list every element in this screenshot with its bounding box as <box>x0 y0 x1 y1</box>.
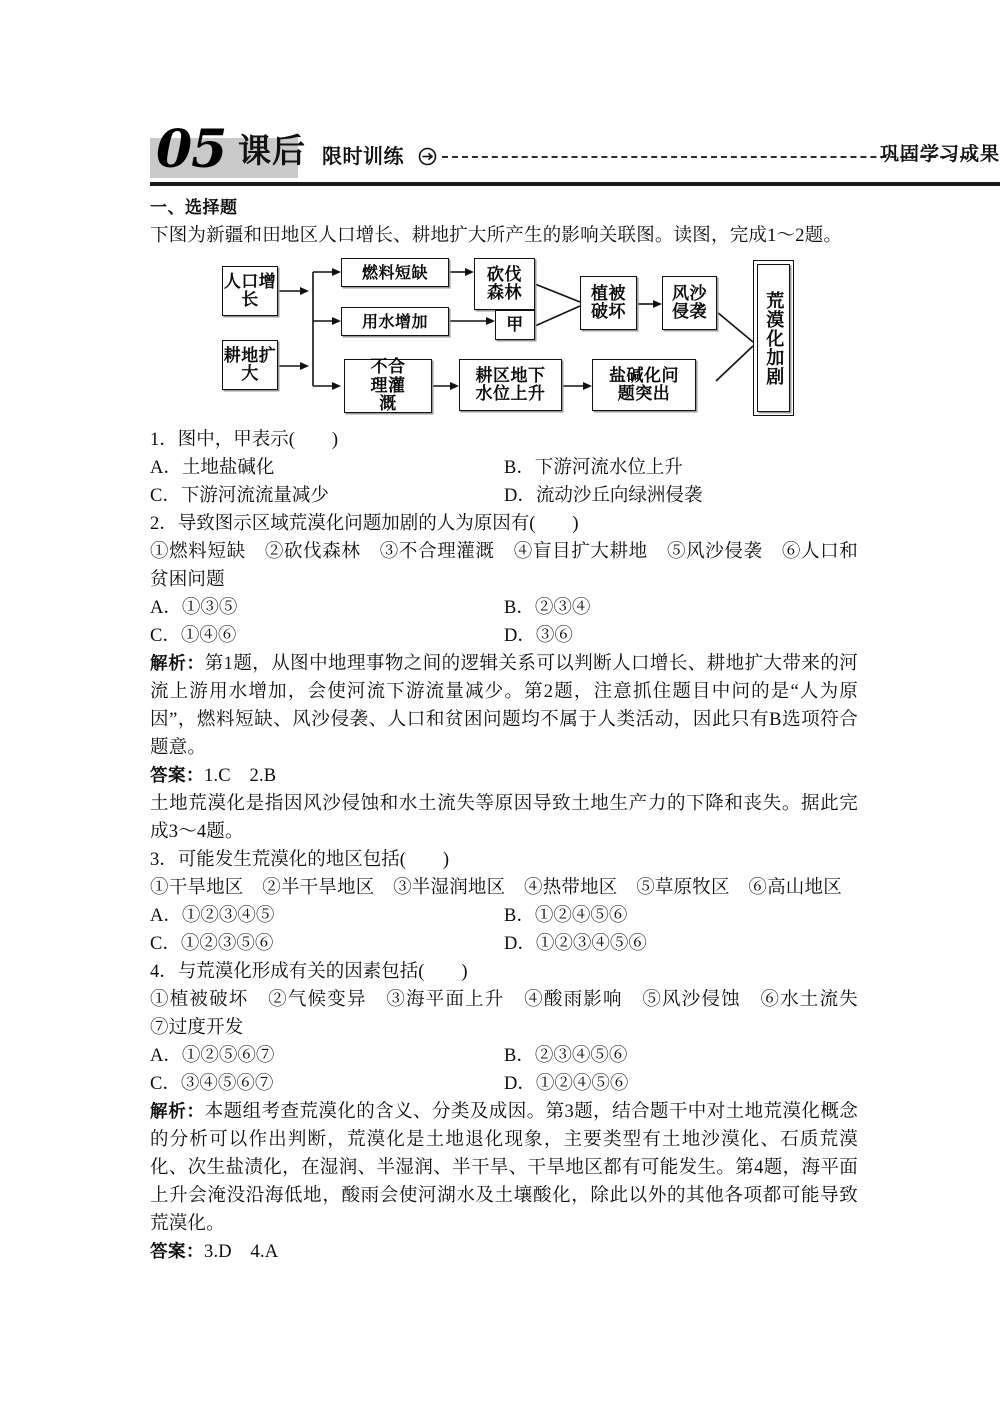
question-4-option-c[interactable]: C．③④⑤⑥⑦ <box>150 1074 274 1094</box>
question-2-option-d[interactable]: D．③⑥ <box>504 626 573 646</box>
box-label: 植被破坏 <box>590 283 626 322</box>
header-underline <box>150 182 1000 186</box>
question-2-options-row-1 <box>150 594 858 622</box>
header-right-label: 巩固学习成果 <box>879 143 1000 165</box>
question-1-option-a[interactable]: A．土地盐碱化 <box>150 458 275 478</box>
question-3-options-row-1 <box>150 902 858 930</box>
diagram-box-unreasonable-irrigation <box>344 359 432 413</box>
box-label: 耕地扩大 <box>223 345 277 384</box>
header-subtitle: 限时训练 <box>322 144 404 168</box>
analysis-1 <box>150 650 858 762</box>
question-3-option-a[interactable]: A．①②③④⑤ <box>150 906 275 926</box>
section-intro: 下图为新疆和田地区人口增长、耕地扩大所产生的影响关联图。读图，完成1～2题。 <box>150 226 843 246</box>
diagram-box-vegetation-destruction <box>580 276 637 330</box>
question-3-option-b[interactable]: B．①②④⑤⑥ <box>504 906 628 926</box>
section-intro-2: 土地荒漠化是指因风沙侵蚀和水土流失等原因导致土地生产力的下降和丧失。据此完成3～4题。 <box>150 794 858 842</box>
answer-1-label: 答案： <box>150 766 204 786</box>
box-label: 不合理灌溉 <box>370 357 406 415</box>
box-label: 盐碱化问题突出 <box>609 365 679 404</box>
question-3-options-row-2 <box>150 930 858 958</box>
header-title: 课后 <box>238 131 306 170</box>
question-1-options-row-2 <box>150 482 858 510</box>
analysis-2 <box>150 1098 858 1238</box>
box-label: 砍伐森林 <box>486 264 522 303</box>
question-2-stem: 2．导致图示区域荒漠化问题加剧的人为原因有( ) <box>150 514 579 534</box>
question-1-options-row-1 <box>150 454 858 482</box>
question-4-items: ①植被破坏 ②气候变异 ③海平面上升 ④酸雨影响 ⑤风沙侵蚀 ⑥水土流失 ⑦过度开发 <box>150 990 877 1038</box>
question-4-options-row-2 <box>150 1070 858 1098</box>
answer-2 <box>150 1238 858 1266</box>
diagram-box-water-use-increase <box>341 307 449 336</box>
question-1-option-b[interactable]: B．下游河流水位上升 <box>504 458 683 478</box>
question-3-option-c[interactable]: C．①②③⑤⑥ <box>150 934 274 954</box>
diagram-box-deforestation <box>474 258 535 310</box>
box-label: 用水增加 <box>361 311 428 331</box>
question-4-option-a[interactable]: A．①②⑤⑥⑦ <box>150 1046 275 1066</box>
circled-arrow-right-icon <box>418 147 437 166</box>
answer-1 <box>150 762 858 790</box>
question-1-option-c[interactable]: C．下游河流流量减少 <box>150 486 329 506</box>
page-header <box>150 119 1000 188</box>
question-2-items: ①燃料短缺 ②砍伐森林 ③不合理灌溉 ④盲目扩大耕地 ⑤风沙侵袭 ⑥人口和贫困问题 <box>150 542 858 590</box>
analysis-1-label: 解析： <box>150 654 205 674</box>
box-label: 人口增长 <box>223 271 277 310</box>
question-1-stem: 1．图中，甲表示( ) <box>150 430 339 450</box>
question-3-items: ①干旱地区 ②半干旱地区 ③半湿润地区 ④热带地区 ⑤草原牧区 ⑥高山地区 <box>150 878 842 898</box>
question-4-options-row-1 <box>150 1042 858 1070</box>
desertification-flow-diagram <box>150 256 858 418</box>
answer-2-label: 答案： <box>150 1242 204 1262</box>
box-label: 燃料短缺 <box>361 262 428 282</box>
question-1-option-d[interactable]: D．流动沙丘向绿洲侵袭 <box>504 486 703 506</box>
question-3-option-d[interactable]: D．①②③④⑤⑥ <box>504 934 647 954</box>
diagram-box-sandstorm-invasion <box>662 276 717 330</box>
question-3-stem: 3．可能发生荒漠化的地区包括( ) <box>150 850 450 870</box>
box-label: 风沙侵袭 <box>671 283 707 322</box>
answer-2-text: 3.D 4.A <box>204 1242 279 1262</box>
question-2-options-row-2 <box>150 622 858 650</box>
box-label: 甲 <box>506 314 524 335</box>
answer-1-text: 1.C 2.B <box>204 766 277 786</box>
question-4-stem: 4．与荒漠化形成有关的因素包括( ) <box>150 962 468 982</box>
box-label: 耕区地下水位上升 <box>475 365 546 404</box>
page-content <box>150 196 877 1266</box>
diagram-box-unknown-jia <box>495 310 535 340</box>
section-heading: 一、选择题 <box>150 198 238 218</box>
analysis-2-text: 本题组考查荒漠化的含义、分类及成因。第3题，结合题干中对土地荒漠化概念的分析可以作出判断，荒漠化是土地退化现象，主要类型有土地沙漠化、石质荒漠化、次生盐渍化，在湿润、半湿润、半干旱、干旱地区都有可能发生。第4题，海平面上升会淹没沿海低地，酸雨会使河湖水及土壤酸化，除此以外的其他各项都可能导致荒漠化。 <box>150 1102 858 1234</box>
diagram-box-population-growth <box>222 266 278 316</box>
box-label: 荒漠化加剧 <box>763 290 785 386</box>
diagram-box-salinization-problem <box>592 359 696 411</box>
question-4-option-d[interactable]: D．①②④⑤⑥ <box>504 1074 629 1094</box>
header-number: 05 <box>156 119 227 180</box>
header-row <box>150 119 1000 180</box>
analysis-2-label: 解析： <box>150 1102 205 1122</box>
question-2-option-b[interactable]: B．②③④ <box>504 598 591 618</box>
question-2-option-c[interactable]: C．①④⑥ <box>150 626 237 646</box>
diagram-box-farm-groundwater-rise <box>459 359 562 411</box>
analysis-1-text: 第1题，从图中地理事物之间的逻辑关系可以判断人口增长、耕地扩大带来的河流上游用水增加，会使河流下游流量减少。第2题，注意抓住题目中问的是“人为原因”，燃料短缺、风沙侵袭、人口和贫困问题均不属于人类活动，因此只有B选项符合题意。 <box>150 654 858 758</box>
question-2-option-a[interactable]: A．①③⑤ <box>150 598 238 618</box>
diagram-box-fuel-shortage <box>341 258 449 287</box>
diagram-box-farmland-expansion <box>222 340 278 390</box>
diagram-box-desertification-intensified <box>757 264 790 412</box>
question-4-option-b[interactable]: B．②③④⑤⑥ <box>504 1046 628 1066</box>
